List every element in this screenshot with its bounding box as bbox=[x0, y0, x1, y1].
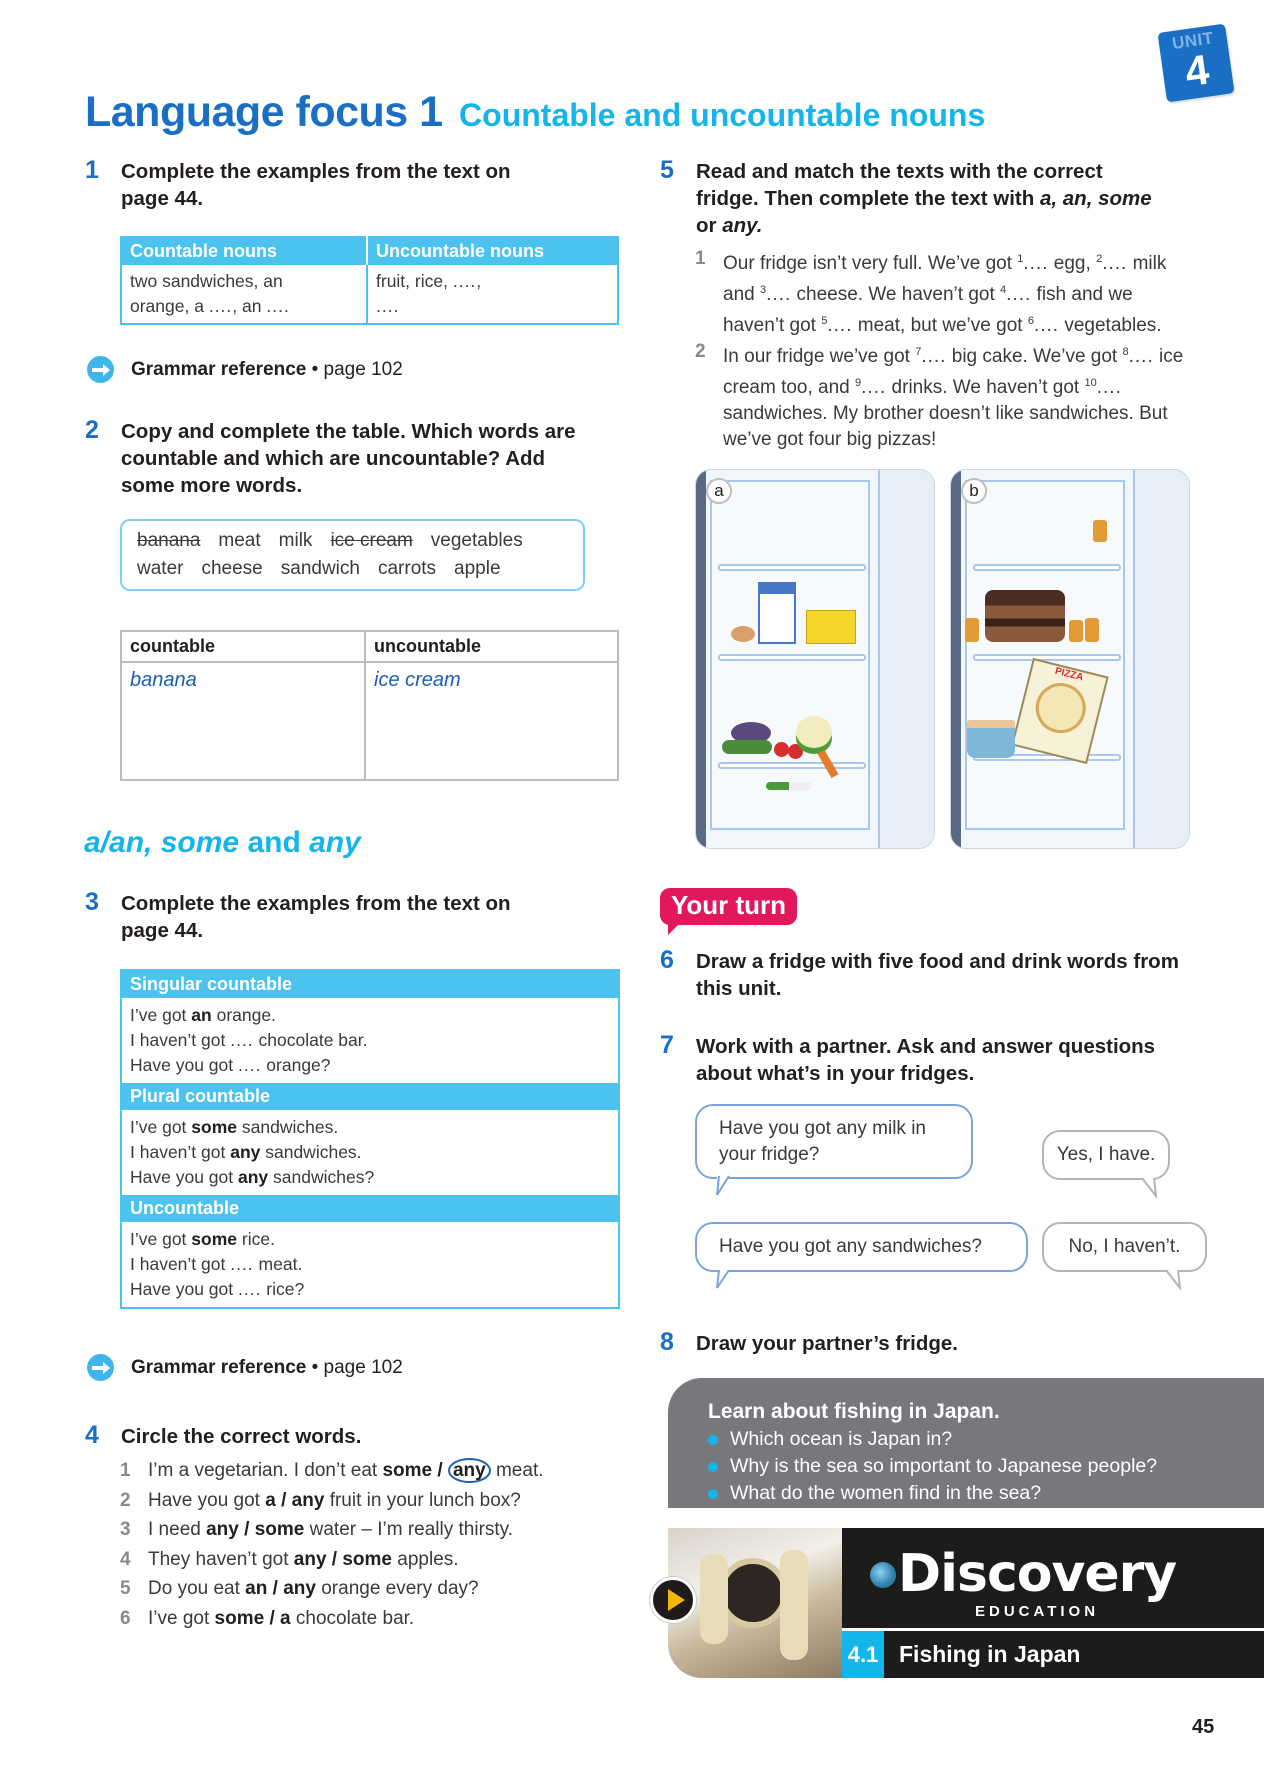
unit-number: 4 bbox=[1182, 45, 1212, 96]
title-sub: Countable and uncountable nouns bbox=[459, 97, 986, 133]
option[interactable]: any bbox=[206, 1519, 239, 1540]
blank[interactable]: .... bbox=[237, 1279, 262, 1299]
blank[interactable]: .... bbox=[827, 315, 853, 336]
title-main: Language focus 1 bbox=[85, 88, 443, 136]
word-box-item: carrots bbox=[377, 558, 437, 579]
tomato-icon bbox=[788, 744, 803, 759]
option[interactable]: some bbox=[342, 1548, 392, 1570]
blank-number: 2 bbox=[1096, 253, 1103, 265]
jar-icon bbox=[1069, 620, 1083, 642]
milk-carton-icon bbox=[758, 582, 796, 644]
exercise-2 bbox=[85, 418, 625, 499]
example-line: Have you got .... orange? bbox=[130, 1055, 331, 1075]
table-header: uncountable bbox=[365, 631, 618, 662]
section-heading: a/an, some and any bbox=[84, 826, 361, 859]
group-header: Plural countable bbox=[122, 1083, 618, 1110]
discovery-question: Why is the sea so important to Japanese people? bbox=[708, 1453, 1264, 1480]
exercise-instruction: Copy and complete the table. Which words are countable and which are uncountable? Add some more words. bbox=[121, 420, 576, 497]
blank-number: 5 bbox=[821, 315, 828, 327]
blank-number: 4 bbox=[1000, 284, 1007, 296]
leek-icon bbox=[766, 782, 812, 790]
word-box-item: ice cream bbox=[330, 530, 413, 551]
word-box-item: meat bbox=[218, 530, 261, 551]
globe-icon bbox=[870, 1562, 896, 1588]
bullet-icon bbox=[708, 1435, 718, 1445]
option[interactable]: any bbox=[283, 1578, 316, 1599]
blank[interactable]: .... bbox=[1006, 284, 1032, 305]
blank[interactable]: .... bbox=[766, 284, 792, 305]
word-box-item: vegetables bbox=[430, 530, 523, 551]
exercise-instruction: Complete the examples from the text on page 44. bbox=[121, 892, 511, 942]
discovery-questions-panel bbox=[668, 1378, 1264, 1508]
circle-words-list bbox=[120, 1456, 640, 1633]
list-item: 5 Do you eat an / any orange every day? bbox=[120, 1574, 640, 1604]
blank[interactable]: .... bbox=[452, 271, 477, 291]
bullet-icon bbox=[708, 1462, 718, 1472]
cake-icon bbox=[985, 590, 1065, 642]
speech-bubble-answer: No, I haven’t. bbox=[1042, 1222, 1207, 1272]
your-turn-label: Your turn bbox=[660, 888, 797, 925]
blank[interactable]: .... bbox=[921, 346, 947, 367]
example-line: I’ve got some sandwiches. bbox=[130, 1117, 339, 1137]
word-box-item: banana bbox=[137, 530, 201, 551]
bubble-tail bbox=[715, 1175, 745, 1197]
pizza-box-icon: PIZZA bbox=[1011, 658, 1108, 764]
bubble-tail bbox=[1140, 1176, 1170, 1198]
item-number: 5 bbox=[120, 1578, 131, 1599]
blank-number: 9 bbox=[855, 377, 862, 389]
item-number: 3 bbox=[120, 1519, 131, 1540]
sorting-table bbox=[120, 630, 619, 781]
blank-number: 10 bbox=[1084, 377, 1097, 389]
blank-number: 6 bbox=[1027, 315, 1034, 327]
example-line: I haven’t got any sandwiches. bbox=[130, 1142, 362, 1162]
bubble-tail bbox=[1164, 1268, 1194, 1290]
exercise-number: 3 bbox=[85, 888, 99, 916]
exercise-3 bbox=[85, 890, 585, 944]
diving-mask-image bbox=[718, 1558, 788, 1628]
glove-image bbox=[700, 1554, 728, 1644]
blank[interactable]: .... bbox=[237, 1055, 262, 1075]
exercise-8 bbox=[660, 1330, 1220, 1357]
blank-number: 1 bbox=[1017, 253, 1024, 265]
uncountable-cell: fruit, rice, ...., .... bbox=[376, 271, 482, 316]
unit-label: UNIT bbox=[1170, 28, 1215, 54]
bullet-icon bbox=[708, 1489, 718, 1499]
grammar-reference-link[interactable]: Grammar reference • page 102 bbox=[87, 356, 403, 383]
fridge-texts bbox=[695, 246, 1215, 453]
countable-cell: two sandwiches, an orange, a ...., an .... bbox=[121, 265, 367, 324]
countable-uncountable-table bbox=[120, 236, 619, 325]
example-line: I’ve got an orange. bbox=[130, 1005, 276, 1025]
blank[interactable]: .... bbox=[1102, 253, 1128, 274]
blank-number: 3 bbox=[759, 284, 767, 296]
video-number: 4.1 bbox=[842, 1631, 884, 1678]
jar-icon bbox=[1093, 520, 1107, 542]
exercise-5 bbox=[660, 158, 1220, 239]
a-an-some-any-table bbox=[120, 969, 620, 1309]
fridge-label: b bbox=[961, 478, 987, 504]
discovery-logo: Discovery bbox=[898, 1544, 1177, 1604]
cheese-icon bbox=[806, 610, 856, 644]
grammar-reference-link[interactable]: Grammar reference • page 102 bbox=[87, 1354, 403, 1381]
glove-image bbox=[780, 1550, 808, 1660]
option[interactable]: some bbox=[382, 1460, 433, 1481]
fridge-text: 2 In our fridge we’ve got $^7$.... big cake. We’ve got $^8$.... ice cream too, and $^9$.... drinks. We haven’t got $^{10}$.... sandwiches. My brother doesn’t like sandwiches. But we’ve got four big pizzas! bbox=[695, 341, 1184, 450]
table-header: Uncountable nouns bbox=[367, 237, 618, 265]
option[interactable]: a bbox=[280, 1607, 291, 1629]
item-number: 2 bbox=[120, 1489, 131, 1511]
option[interactable]: an bbox=[245, 1578, 268, 1599]
exercise-instruction: Circle the correct words. bbox=[121, 1425, 362, 1448]
video-title[interactable]: Fishing in Japan bbox=[899, 1641, 1081, 1667]
exercise-number: 7 bbox=[660, 1031, 674, 1059]
blank[interactable]: .... bbox=[230, 1254, 254, 1274]
discovery-heading: Learn about fishing in Japan. bbox=[708, 1400, 1000, 1423]
blank[interactable]: .... bbox=[376, 296, 400, 316]
blank-number: 8 bbox=[1122, 346, 1129, 358]
example-line: Have you got any sandwiches? bbox=[130, 1167, 375, 1187]
item-number: 6 bbox=[120, 1607, 131, 1629]
option[interactable]: any bbox=[291, 1489, 325, 1511]
option[interactable]: any bbox=[448, 1458, 491, 1483]
group-header: Singular countable bbox=[122, 971, 618, 998]
option[interactable]: some bbox=[214, 1607, 265, 1629]
fridge-label: a bbox=[706, 478, 732, 504]
discovery-education-label: EDUCATION bbox=[975, 1603, 1100, 1620]
blank[interactable]: .... bbox=[208, 296, 233, 316]
example-line: I’ve got some rice. bbox=[130, 1229, 275, 1249]
exercise-number: 5 bbox=[660, 156, 674, 184]
example-line: I haven’t got .... chocolate bar. bbox=[130, 1030, 368, 1050]
exercise-instruction: Work with a partner. Ask and answer questions about what’s in your fridges. bbox=[696, 1035, 1156, 1085]
discovery-question: What do the women find in the sea? bbox=[708, 1480, 1264, 1507]
word-box-item: apple bbox=[454, 558, 501, 579]
word-box-item: sandwich bbox=[280, 558, 360, 579]
speech-bubble-question: Have you got any milk in your fridge? bbox=[695, 1104, 973, 1179]
exercise-6 bbox=[660, 948, 1220, 1002]
cucumber-icon bbox=[722, 740, 772, 754]
tomato-icon bbox=[774, 742, 789, 757]
fridge-a-illustration bbox=[695, 469, 935, 849]
exercise-4 bbox=[85, 1423, 585, 1450]
example-line: I haven’t got .... meat. bbox=[130, 1254, 303, 1274]
blank[interactable]: .... bbox=[230, 1030, 254, 1050]
exercise-instruction: Draw your partner’s fridge. bbox=[696, 1332, 959, 1355]
egg-icon bbox=[731, 626, 755, 642]
group-examples bbox=[122, 998, 618, 1083]
blank[interactable]: .... bbox=[1128, 346, 1154, 367]
blank-number: 7 bbox=[915, 346, 922, 358]
jar-icon bbox=[1085, 618, 1099, 642]
table-header: Countable nouns bbox=[121, 237, 367, 265]
example-line: Have you got .... rice? bbox=[130, 1279, 305, 1299]
group-examples bbox=[122, 1110, 618, 1195]
discovery-question: Which ocean is Japan in? bbox=[708, 1426, 1264, 1453]
group-examples bbox=[122, 1222, 618, 1307]
word-box-item: water bbox=[137, 558, 184, 579]
item-number: 1 bbox=[120, 1460, 131, 1481]
jar-icon bbox=[965, 618, 979, 642]
exercise-number: 6 bbox=[660, 946, 674, 974]
page-number: 45 bbox=[1192, 1716, 1215, 1738]
bubble-tail bbox=[715, 1268, 745, 1290]
blank[interactable]: .... bbox=[1033, 315, 1060, 336]
fridge-text: 1 Our fridge isn’t very full. We’ve got $^1$.... egg, $^2$.... milk and $^3$.... cheese. We haven’t got $^4$.... fish and we haven’t got $^5$.... meat, but we’ve got $^6$.... vegetables. bbox=[695, 248, 1167, 336]
option[interactable]: a bbox=[265, 1489, 276, 1511]
arrow-right-circle-icon bbox=[87, 356, 114, 383]
speech-bubble-question: Have you got any sandwiches? bbox=[695, 1222, 1028, 1272]
exercise-1 bbox=[85, 158, 585, 212]
word-box-item: cheese bbox=[201, 558, 263, 579]
list-item: 2 Have you got a / any fruit in your lunch box? bbox=[120, 1486, 640, 1516]
blank[interactable]: .... bbox=[266, 296, 290, 316]
list-item: 1 I’m a vegetarian. I don’t eat some / any meat. bbox=[120, 1456, 640, 1486]
exercise-number: 1 bbox=[85, 156, 99, 184]
list-item: 4 They haven’t got any / some apples. bbox=[120, 1545, 640, 1575]
ice-cream-tub-icon bbox=[967, 720, 1015, 758]
blank[interactable]: .... bbox=[861, 377, 887, 398]
discovery-questions bbox=[708, 1426, 1264, 1507]
exercise-7 bbox=[660, 1033, 1240, 1087]
play-icon[interactable] bbox=[650, 1577, 696, 1623]
cauliflower-icon bbox=[796, 716, 832, 748]
exercise-instruction: Draw a fridge with five food and drink words from this unit. bbox=[696, 950, 1179, 1000]
speech-bubble-answer: Yes, I have. bbox=[1042, 1130, 1170, 1180]
arrow-right-circle-icon bbox=[87, 1354, 114, 1381]
list-item: 6 I’ve got some / a chocolate bar. bbox=[120, 1604, 640, 1634]
item-number: 4 bbox=[120, 1548, 131, 1570]
option[interactable]: any bbox=[293, 1548, 327, 1570]
group-header: Uncountable bbox=[122, 1195, 618, 1222]
blank[interactable]: .... bbox=[1023, 253, 1049, 274]
exercise-number: 8 bbox=[660, 1328, 674, 1356]
page-title bbox=[85, 88, 985, 137]
exercise-instruction: Complete the examples from the text on page 44. bbox=[121, 160, 511, 210]
unit-badge bbox=[1157, 24, 1234, 103]
blank[interactable]: .... bbox=[1096, 377, 1122, 398]
word-box bbox=[120, 519, 585, 591]
fridge-b-illustration bbox=[950, 469, 1190, 849]
table-header: countable bbox=[121, 631, 365, 662]
exercise-number: 4 bbox=[85, 1421, 99, 1449]
word-box-item: milk bbox=[278, 530, 313, 551]
option[interactable]: some bbox=[254, 1519, 305, 1540]
exercise-number: 2 bbox=[85, 416, 99, 444]
countable-answer-cell[interactable]: banana bbox=[121, 662, 365, 780]
uncountable-answer-cell[interactable]: ice cream bbox=[365, 662, 618, 780]
list-item: 3 I need any / some water – I’m really thirsty. bbox=[120, 1515, 640, 1545]
exercise-instruction: Read and match the texts with the correct fridge. Then complete the text with a, an, some or any. bbox=[696, 160, 1152, 237]
